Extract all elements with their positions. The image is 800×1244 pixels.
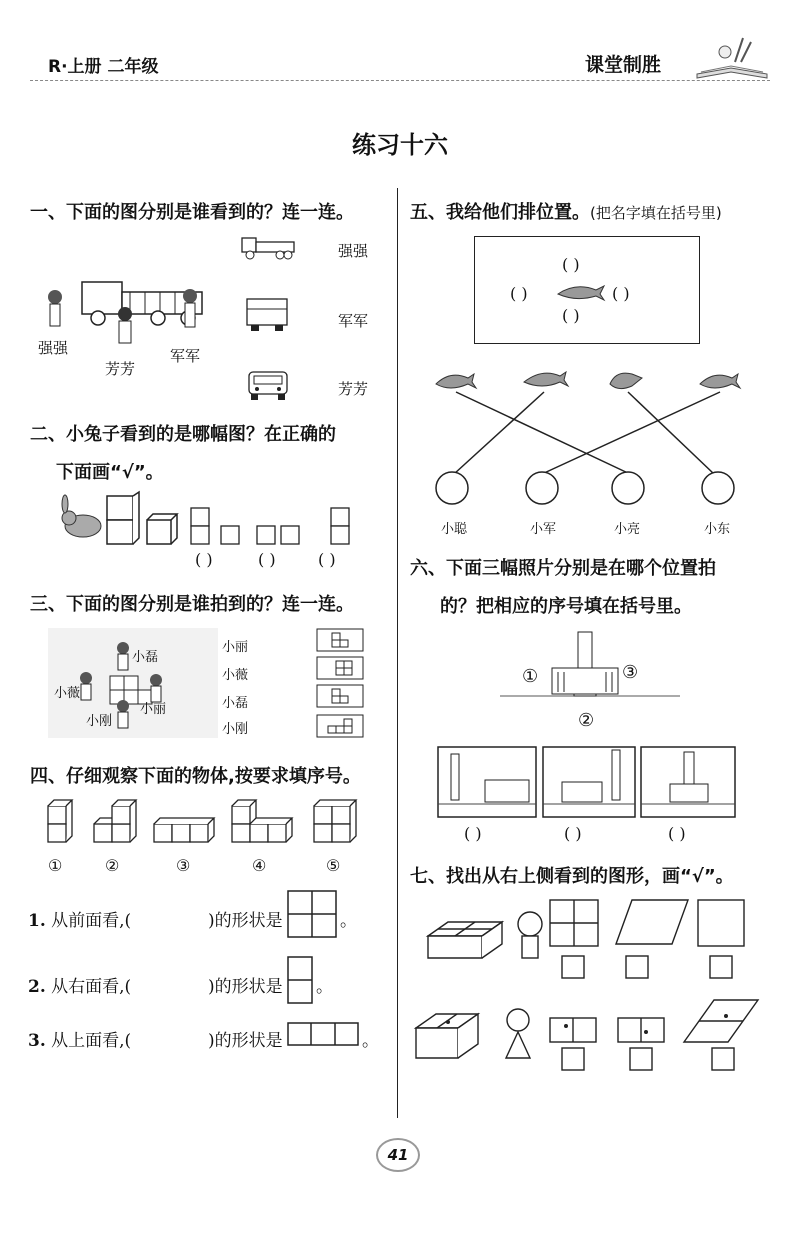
q4-item-suffix: )的形状是 (208, 911, 283, 931)
q3-person-label: 小磊 (132, 650, 159, 665)
q5-text (410, 198, 722, 224)
q5-answer-paren[interactable]: ( ) (562, 255, 580, 274)
q3-right-label: 小刚 (222, 722, 249, 737)
q1-person-label: 芳芳 (105, 360, 136, 378)
q3-right-label: 小丽 (222, 640, 249, 655)
truck-back-view (243, 295, 293, 335)
header-divider (30, 80, 770, 81)
truck-side-view (240, 232, 300, 262)
q2-answer-paren[interactable]: ( ) (318, 550, 336, 569)
column-divider (397, 188, 398, 1118)
q4-shape-1x3 (287, 1022, 361, 1048)
q4-number: ① (48, 856, 63, 875)
q4-item-prefix: 从右面看,( (51, 977, 132, 997)
q5-matching-lines (432, 362, 762, 512)
q6-text-line2: 的？把相应的序号填在括号里。 (440, 596, 692, 617)
page-title: 练习十六 (352, 130, 448, 159)
q5-title: 五、我给他们排位置。 (410, 202, 590, 223)
q3-view-options (316, 628, 366, 740)
q5-answer-paren[interactable]: ( ) (510, 284, 528, 303)
q5-answer-paren[interactable]: ( ) (562, 306, 580, 325)
q6-position-mark: ② (578, 710, 595, 731)
q1-right-label: 芳芳 (338, 380, 369, 398)
q2-answer-paren[interactable]: ( ) (258, 550, 276, 569)
q4-number: ② (105, 856, 120, 875)
q4-item-number: 1. (28, 911, 46, 931)
q4-number: ④ (252, 856, 267, 875)
q4-shape-2x2 (287, 890, 339, 940)
q1-text: 一、下面的图分别是谁看到的？连一连。 (30, 202, 354, 223)
book-logo-icon (695, 32, 770, 80)
q5-name: 小军 (530, 522, 557, 537)
q3-right-label: 小磊 (222, 696, 249, 711)
q6-photo (542, 746, 636, 818)
q4-item-suffix: )的形状是 (208, 977, 283, 997)
q6-answer-paren[interactable]: ( ) (464, 824, 482, 843)
q4-item-prefix: 从前面看,( (51, 911, 132, 931)
q3-person-label: 小刚 (86, 714, 113, 729)
q6-position-mark: ③ (622, 662, 639, 683)
q6-answer-paren[interactable]: ( ) (668, 824, 686, 843)
q3-person-label: 小薇 (54, 686, 81, 701)
q4-number: ③ (176, 856, 191, 875)
q2-figures (55, 492, 385, 552)
q6-position-mark: ① (522, 666, 539, 687)
q7-text: 七、找出从右上侧看到的图形，画“√”。 (410, 866, 734, 887)
q1-right-label: 强强 (338, 242, 369, 260)
q1-person-label: 军军 (170, 347, 201, 365)
q5-name: 小亮 (614, 522, 641, 537)
q7-row2 (414, 998, 760, 1078)
q4-shape-2x1 (287, 956, 315, 1006)
q2-answer-paren[interactable]: ( ) (195, 550, 213, 569)
q3-right-label: 小薇 (222, 668, 249, 683)
header-right: 课堂制胜 (585, 54, 662, 76)
q4-item-number: 2. (28, 977, 46, 997)
q1-person-label: 强强 (38, 339, 69, 357)
q5-name: 小聪 (441, 522, 468, 537)
q4-number: ⑤ (326, 856, 341, 875)
q4-solids (44, 798, 374, 848)
header-left: R·上册 二年级 (48, 57, 159, 77)
q6-answer-paren[interactable]: ( ) (564, 824, 582, 843)
q4-item-end: 。 (340, 911, 357, 931)
q4-item-number: 3. (28, 1031, 46, 1051)
q3-text: 三、下面的图分别是谁拍到的？连一连。 (30, 594, 354, 615)
q6-photo (640, 746, 736, 818)
q2-text-line2: 下面画“√”。 (56, 462, 164, 483)
q4-item-end: 。 (362, 1031, 379, 1051)
q6-text-line1: 六、下面三幅照片分别是在哪个位置拍 (410, 558, 716, 579)
q1-right-label: 军军 (338, 312, 369, 330)
q5-answer-paren[interactable]: ( ) (612, 284, 630, 303)
page-number: 41 (376, 1138, 420, 1172)
q4-item-suffix: )的形状是 (208, 1031, 283, 1051)
q3-person-label: 小丽 (140, 702, 167, 717)
dolphin-icon (556, 282, 606, 304)
truck-front-view (245, 368, 291, 402)
q4-item-prefix: 从上面看,( (51, 1031, 132, 1051)
q5-name: 小东 (704, 522, 731, 537)
q6-photo (437, 746, 537, 818)
q7-row1 (426, 896, 756, 982)
q5-note: (把名字填在括号里) (590, 204, 722, 222)
q4-text: 四、仔细观察下面的物体,按要求填序号。 (30, 766, 361, 787)
q2-text-line1: 二、小兔子看到的是哪幅图？在正确的 (30, 424, 336, 445)
q4-item-end: 。 (316, 977, 333, 997)
